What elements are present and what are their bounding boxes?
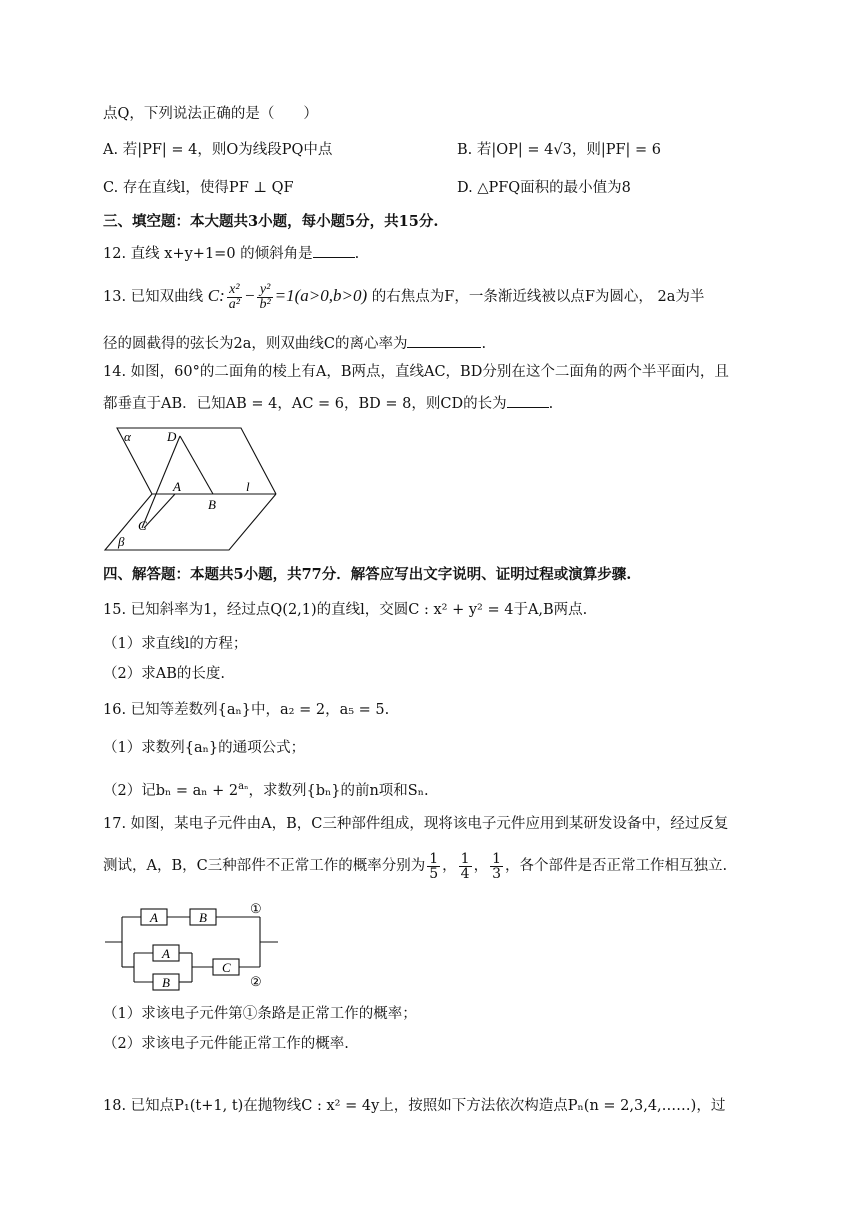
q11-option-a: A. 若|PF| = 4，则O为线段PQ中点 [103,142,333,158]
q13-line2-text: 径的圆截得的弦长为2a，则双曲线C的离心率为 [103,336,408,352]
q14-line1: 14. 如图，60°的二面角的棱上有A，B两点，直线AC，BD分别在这个二面角的两个半平面内，且 [103,364,729,380]
q16-part2 [103,777,429,801]
section3-header: 三、填空题：本大题共3小题，每小题5分，共15分. [103,213,439,230]
q13-r: 2a为半 [657,289,705,305]
q15-stem: 15. 已知斜率为1，经过点Q(2,1)的直线l，交圆C : x² + y² = 4于A,B两点. [103,602,588,618]
fig14-label-l: l [246,479,250,494]
section4-header: 四、解答题：本题共5小题，共77分．解答应写出文字说明、证明过程或演算步骤. [103,566,632,583]
q18-lead: 18. 已知点P₁(t+1, t)在抛物线C : x² = 4y上，按照如下方法依次构造点Pₙ(n = 2,3,4,……)，过 [103,1098,726,1114]
q11-option-d: D. △PFQ面积的最小值为8 [457,180,631,196]
q17-fraction-1: $\frac{1}{5}$ [429,850,439,882]
q13-blank [407,333,481,348]
fig14-label-beta: β [118,534,125,549]
circuit-label-b2: B [162,975,170,990]
q15-part1: （1）求直线l的方程； [103,636,248,652]
q13-line2 [103,333,486,354]
q17-line2: 测试，A，B，C三种部件不正常工作的概率分别为 $\frac{1}{5}$ ， $\frac{1}{4}$ ， $\frac{1}{3}$ ，各个部件是否正常工作相互独立. [103,850,728,882]
q15-part2: （2）求AB的长度. [103,666,225,682]
q11-option-c: C. 存在直线l，使得PF ⊥ QF [103,180,294,196]
q14-end: . [548,396,554,412]
q12 [103,243,359,264]
fig14-label-a: A [173,479,181,494]
q14-blank [507,393,549,408]
fig14-label-d: D [167,429,177,444]
q16-stem: 16. 已知等差数列{aₙ}中，a₂ = 2，a₅ = 5. [103,702,390,718]
circuit-label-b1: B [199,910,207,925]
q14-line2 [103,393,553,414]
circuit-path1-marker: ① [250,901,262,916]
fig14-label-alpha: α [124,429,131,444]
circuit-figure [100,900,285,995]
dihedral-angle-figure [100,424,285,556]
circuit-path2-marker: ② [250,974,262,989]
q16-part1: （1）求数列{aₙ}的通项公式； [103,740,306,756]
fig14-label-b: B [208,497,216,512]
q17-fraction-2: $\frac{1}{4}$ [460,850,470,882]
q17-part2: （2）求该电子元件能正常工作的概率. [103,1036,349,1052]
q17-line1: 17. 如图，某电子元件由A，B，C三种部件组成，现将该电子元件应用到某研发设备中，经过反复 [103,816,729,832]
q11-option-b: B. 若|OP| = 4√3，则|PF| = 6 [457,142,662,158]
q17-line2-tail: ，各个部件是否正常工作相互独立. [505,858,728,874]
q13-formula: C: $\frac{\text{x²}}{\text{a²}}$ − $\frac{\text{y²}}{\text{b²}}$ =1(a>0,b>0) [207,281,368,312]
q12-blank [313,243,355,258]
circuit-label-a1: A [150,910,158,925]
q13-end: . [481,336,487,352]
q11-stem-end: 点Q，下列说法正确的是（ ） [103,106,318,122]
q17-fraction-3: $\frac{1}{3}$ [492,850,501,882]
q16-part2-tail: ，求数列{bₙ}的前n项和Sₙ. [248,782,429,799]
q12-text: 12. 直线 x+y+1=0 的倾斜角是 [103,246,313,262]
q13-mid: 的右焦点为F，一条渐近线被以点F为圆心， [371,289,653,305]
circuit-label-c: C [222,960,231,975]
q13-line1 [103,279,704,313]
q13-lead: 13. 已知双曲线 [103,289,204,305]
q17-line2-lead: 测试，A，B，C三种部件不正常工作的概率分别为 [103,858,426,874]
fig14-label-c: C [138,518,147,533]
q12-end: . [354,246,360,262]
q14-line2-text: 都垂直于AB．已知AB = 4，AC = 6，BD = 8，则CD的长为 [103,396,507,412]
q16-part2-lead: （2）记bₙ = aₙ + 2 [103,782,239,799]
circuit-label-a2: A [162,946,170,961]
q16-part2-exponent: aₙ [238,781,249,792]
q17-part1: （1）求该电子元件第①条路是正常工作的概率； [103,1006,417,1022]
